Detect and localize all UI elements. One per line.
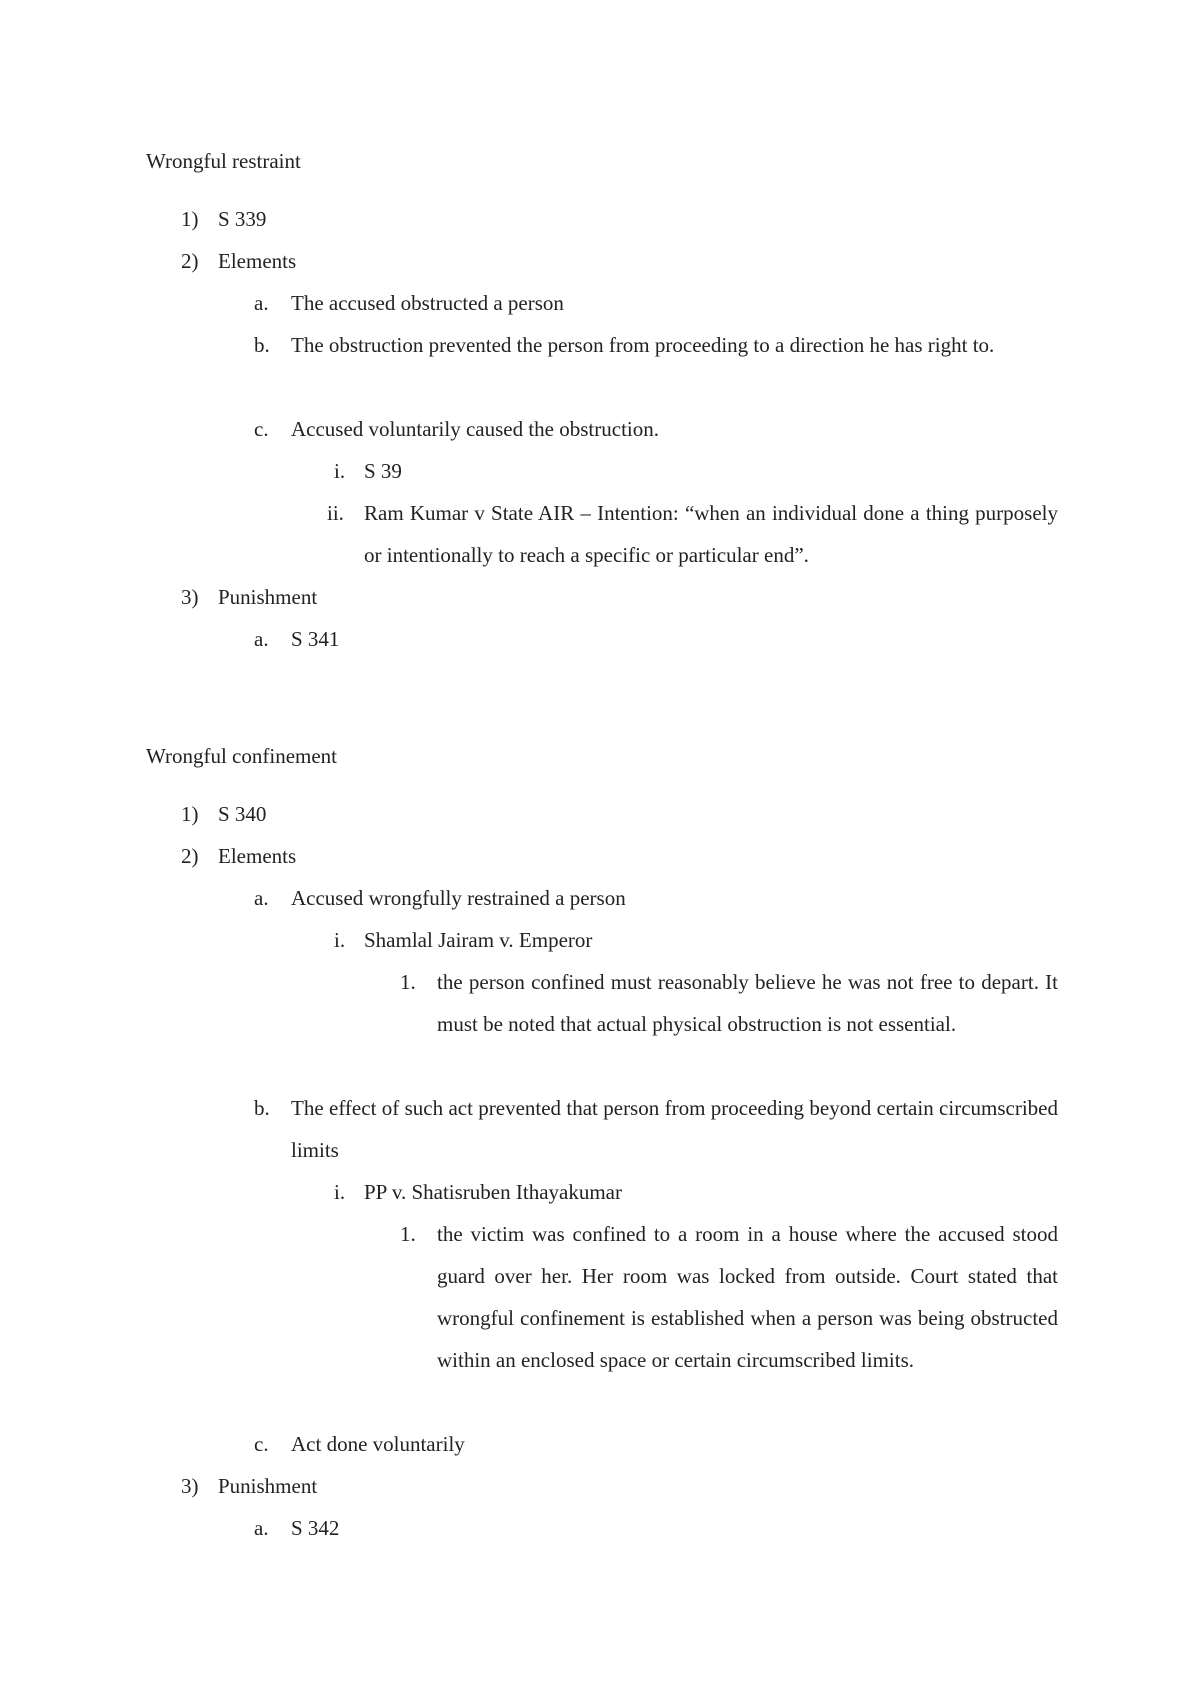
list-item-text: Elements	[218, 844, 297, 868]
list-marker: 3)	[181, 585, 199, 609]
list-item-text: The accused obstructed a person	[291, 291, 564, 315]
list-marker: a.	[254, 627, 269, 651]
list-item-text: Punishment	[218, 585, 318, 609]
list-marker: ii.	[327, 501, 344, 525]
list-marker: a.	[254, 886, 269, 910]
list-item-text: the person confined must reasonably believe he was not free to depart. It must be noted that actual physical obstruction is not essential.	[437, 970, 1058, 1036]
list-item-text: Accused voluntarily caused the obstruction.	[291, 417, 659, 441]
list-item-text: Ram Kumar v State AIR – Intention: “when an individual done a thing purposely or intentionally to reach a specific or particular end”.	[364, 501, 1058, 567]
list-marker: 3)	[181, 1474, 199, 1498]
list-item-text: S 342	[291, 1516, 340, 1540]
list-marker: b.	[254, 1096, 270, 1120]
list-marker: i.	[334, 1180, 346, 1204]
list-marker: 2)	[181, 249, 199, 273]
list-marker: a.	[254, 291, 269, 315]
list-item-text: Act done voluntarily	[291, 1432, 465, 1456]
list-item-text: The obstruction prevented the person from proceeding to a direction he has right to.	[291, 333, 995, 357]
list-item-text: PP v. Shatisruben Ithayakumar	[364, 1180, 622, 1204]
list-marker: 2)	[181, 844, 199, 868]
list-item-text: Accused wrongfully restrained a person	[291, 886, 626, 910]
list-marker: 1)	[181, 207, 199, 231]
list-marker: a.	[254, 1516, 269, 1540]
list-item-text: S 341	[291, 627, 340, 651]
list-marker: c.	[254, 1432, 269, 1456]
list-marker: 1.	[400, 970, 416, 994]
list-item-text: the victim was confined to a room in a house where the accused stood guard over her. Her room was locked from outside. Court stated that wrongful confinement is established when a person was being obstructed within an enclosed space or certain circumscribed limits.	[437, 1222, 1058, 1372]
list-marker: 1)	[181, 802, 199, 826]
list-item-text: S 340	[218, 802, 267, 826]
section-heading-wrongful-restraint: Wrongful restraint	[146, 149, 301, 173]
list-marker: c.	[254, 417, 269, 441]
list-item-text: The effect of such act prevented that person from proceeding beyond certain circumscribed limits	[291, 1096, 1058, 1162]
list-item-text: S 339	[218, 207, 267, 231]
list-item-text: S 39	[364, 459, 402, 483]
section-heading-wrongful-confinement: Wrongful confinement	[146, 744, 338, 768]
list-marker: 1.	[400, 1222, 416, 1246]
list-marker: i.	[334, 459, 346, 483]
list-item-text: Punishment	[218, 1474, 318, 1498]
list-marker: b.	[254, 333, 270, 357]
list-item-text: Shamlal Jairam v. Emperor	[364, 928, 593, 952]
list-item-text: Elements	[218, 249, 297, 273]
list-marker: i.	[334, 928, 346, 952]
